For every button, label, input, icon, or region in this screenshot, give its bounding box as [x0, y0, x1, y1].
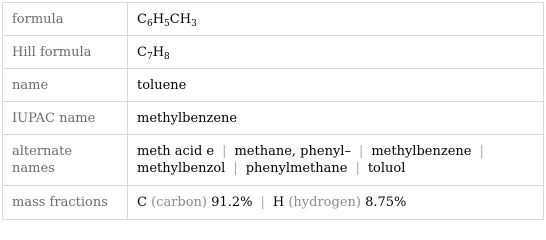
element-name: (hydrogen)	[288, 195, 361, 210]
alternate-name: toluol	[367, 161, 406, 176]
formula-value	[128, 3, 544, 36]
alternate-name: methane, phenyl–	[234, 144, 351, 159]
formula-part: H	[152, 11, 165, 27]
name-row	[3, 69, 544, 102]
formula-row	[3, 3, 544, 36]
formula-subscript: 3	[191, 18, 197, 29]
alternate-names-label: alternate names	[3, 135, 128, 186]
hill-formula-label: Hill formula	[3, 36, 128, 69]
alternate-name: methylbenzol	[137, 161, 226, 176]
separator: |	[233, 161, 238, 176]
element-symbol: H	[272, 195, 285, 210]
formula-subscript: 6	[146, 18, 153, 29]
properties-table	[2, 2, 544, 220]
name-value: toluene	[128, 69, 544, 102]
mass-fractions-row	[3, 186, 544, 220]
formula-part: CH	[169, 11, 192, 27]
formula-part: C	[137, 44, 147, 60]
mass-fractions-label: mass fractions	[3, 186, 128, 220]
formula-part: C	[137, 11, 147, 27]
separator: |	[260, 195, 265, 210]
formula-part: H	[152, 44, 165, 60]
alternate-names-row	[3, 135, 544, 186]
alternate-name: phenylmethane	[245, 161, 348, 176]
iupac-name-label: IUPAC name	[3, 102, 128, 135]
separator: |	[479, 144, 484, 159]
formula-subscript: 8	[164, 51, 170, 62]
separator: |	[222, 144, 227, 159]
element-fraction: 91.2%	[211, 195, 253, 210]
iupac-name-value: methylbenzene	[128, 102, 544, 135]
hill-formula-value	[128, 36, 544, 69]
alternate-names-value	[128, 135, 544, 186]
mass-fractions-value	[128, 186, 544, 220]
hill-formula-row	[3, 36, 544, 69]
alternate-name: methylbenzene	[371, 144, 472, 159]
formula-label: formula	[3, 3, 128, 36]
alternate-name: meth acid e	[137, 144, 215, 159]
iupac-name-row	[3, 102, 544, 135]
element-symbol: C	[137, 195, 147, 210]
separator: |	[355, 161, 360, 176]
element-fraction: 8.75%	[365, 195, 407, 210]
element-name: (carbon)	[151, 195, 208, 210]
name-label: name	[3, 69, 128, 102]
separator: |	[358, 144, 364, 159]
formula-subscript: 7	[146, 51, 153, 62]
formula-subscript: 5	[164, 18, 170, 29]
